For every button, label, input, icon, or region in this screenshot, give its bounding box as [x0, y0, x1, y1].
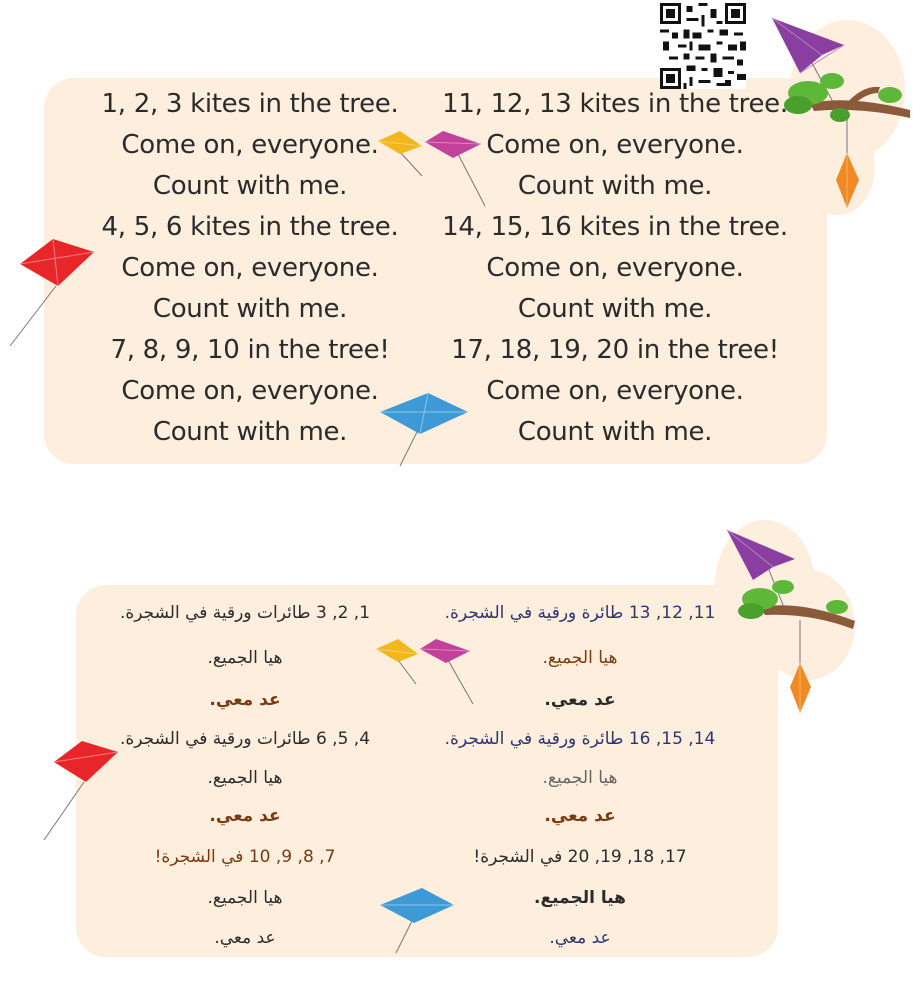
rhyme-line: 17, 18, 19, 20 في الشجرة! [473, 847, 687, 867]
rhyme-line: هيا الجميع. [542, 768, 618, 788]
rhyme-line: Count with me. [152, 294, 348, 324]
rhyme-line: هيا الجميع. [207, 648, 283, 668]
rhyme-line: عد معي. [549, 928, 611, 948]
rhyme-line: هيا الجميع. [207, 888, 283, 908]
rhyme-line: 7, 8, 9, 10 في الشجرة! [154, 847, 336, 867]
rhyme-line: Come on, everyone. [121, 253, 379, 283]
rhyme-line: 14, 15, 16 طائرة ورقية في الشجرة. [444, 729, 716, 749]
rhyme-line: 17, 18, 19, 20 in the tree! [451, 335, 779, 365]
rhyme-line: 14, 15, 16 kites in the tree. [442, 212, 788, 242]
rhyme-line: عد معي. [209, 806, 281, 826]
tree-branch-icon [725, 525, 860, 715]
rhyme-line: عد معي. [209, 690, 281, 710]
rhyme-line: عد معي. [544, 806, 616, 826]
rhyme-line: Come on, everyone. [486, 376, 744, 406]
rhyme-line: Count with me. [152, 171, 348, 201]
rhyme-line: Come on, everyone. [121, 376, 379, 406]
rhyme-line: Count with me. [517, 171, 713, 201]
rhyme-line: 4, 5, 6 طائرات ورقية في الشجرة. [119, 729, 371, 749]
rhyme-line: Count with me. [517, 417, 713, 447]
rhyme-line: 1, 2, 3 طائرات ورقية في الشجرة. [119, 603, 371, 623]
rhyme-line: هيا الجميع. [207, 768, 283, 788]
rhyme-line: Count with me. [152, 417, 348, 447]
rhyme-line: 11, 12, 13 kites in the tree. [442, 89, 788, 119]
rhyme-line: 7, 8, 9, 10 in the tree! [110, 335, 390, 365]
qr-code-icon[interactable] [660, 3, 746, 89]
rhyme-line: 1, 2, 3 kites in the tree. [101, 89, 399, 119]
rhyme-line: هيا الجميع. [534, 888, 626, 908]
rhyme-line: 11, 12, 13 طائرة ورقية في الشجرة. [444, 603, 716, 623]
rhyme-line: Count with me. [517, 294, 713, 324]
rhyme-line: عد معي. [544, 690, 616, 710]
kite-icon [42, 738, 122, 842]
rhyme-line: Come on, everyone. [121, 130, 379, 160]
rhyme-line: 4, 5, 6 kites in the tree. [101, 212, 399, 242]
rhyme-line: هيا الجميع. [542, 648, 618, 668]
rhyme-line: Come on, everyone. [486, 253, 744, 283]
rhyme-line: عد معي. [214, 928, 276, 948]
rhyme-line: Come on, everyone. [486, 130, 744, 160]
